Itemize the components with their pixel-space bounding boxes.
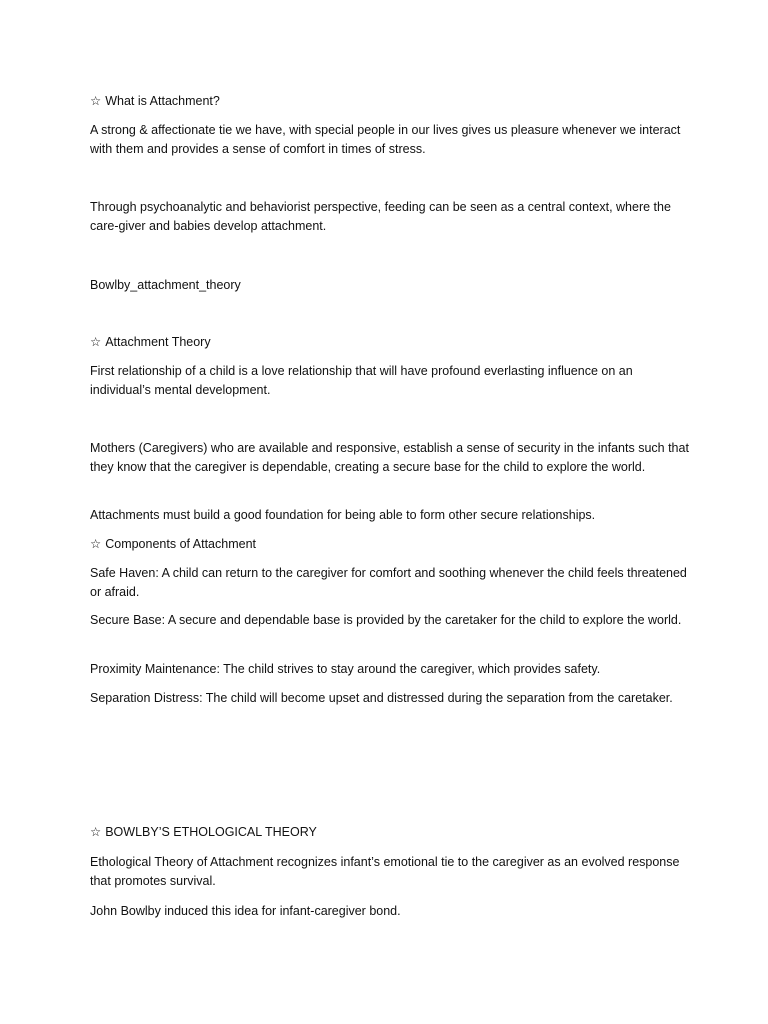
paragraph-bowlby-reference: Bowlby_attachment_theory [90,278,241,292]
star-icon: ☆ [90,94,102,108]
component-safe-haven: Safe Haven: A child can return to the caregiver for comfort and soothing whenever the child feels threatened or afraid. [90,566,687,599]
star-icon: ☆ [90,537,102,551]
paragraph-ethological-theory: Ethological Theory of Attachment recognizes infant’s emotional tie to the caregiver as an evolved response that promotes survival. [90,855,680,888]
star-icon: ☆ [90,825,102,839]
star-icon: ☆ [90,335,102,349]
heading-text: Components of Attachment [105,537,256,551]
heading-text: What is Attachment? [105,94,220,108]
paragraph-attachment-definition: A strong & affectionate tie we have, with special people in our lives gives us pleasure whenever we interact with them and provides a sense of comfort in times of stress. [90,123,681,156]
heading-text: Attachment Theory [105,335,211,349]
component-separation-distress: Separation Distress: The child will become upset and distressed during the separation from the caretaker. [90,691,673,705]
component-proximity-maintenance: Proximity Maintenance: The child strives to stay around the caregiver, which provides safety. [90,662,601,676]
component-secure-base: Secure Base: A secure and dependable base is provided by the caretaker for the child to explore the world. [90,613,682,627]
heading-text: BOWLBY’S ETHOLOGICAL THEORY [105,825,317,839]
paragraph-attachments-foundation: Attachments must build a good foundation for being able to form other secure relationships. [90,508,596,522]
heading-bowlbys-ethological-theory [90,823,690,842]
heading-what-is-attachment [90,92,690,111]
paragraph-mothers-caregivers: Mothers (Caregivers) who are available and responsive, establish a sense of security in the infants such that they know that the caregiver is dependable, creating a secure base for the child to explore the world. [90,441,689,474]
paragraph-first-relationship: First relationship of a child is a love relationship that will have profound everlasting influence on an individual’s mental development. [90,364,633,397]
heading-attachment-theory [90,333,690,352]
paragraph-john-bowlby: John Bowlby induced this idea for infant-caregiver bond. [90,904,401,918]
paragraph-feeding-context: Through psychoanalytic and behaviorist perspective, feeding can be seen as a central context, where the care-giver and babies develop attachment. [90,200,671,233]
heading-components-of-attachment [90,535,690,554]
